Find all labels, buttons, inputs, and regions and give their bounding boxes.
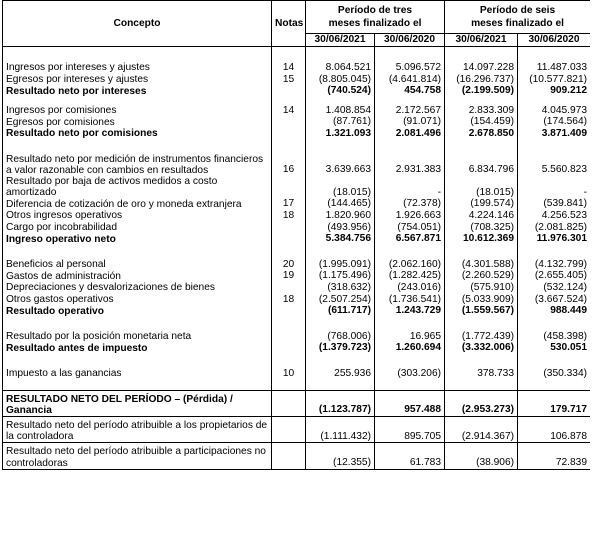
row-value: 378.733 [445, 368, 518, 380]
row-note [272, 116, 306, 128]
net-result-label: RESULTADO NETO DEL PERÍODO – (Pérdida) / Ganancia [3, 390, 272, 416]
row-note [272, 416, 306, 442]
row-value: (5.033.909) [445, 294, 518, 306]
row-value: (72.378) [375, 198, 445, 210]
net-result-value: (2.953.273) [445, 390, 518, 416]
row-value: 1.260.694 [375, 342, 445, 354]
row-value: (18.015) [445, 176, 518, 198]
row-value: 6.834.796 [445, 154, 518, 176]
row-value: 2.081.496 [375, 128, 445, 140]
attributable-label: Resultado neto del período atribuible a participaciones no controladoras [3, 443, 272, 469]
header-six-months: Período de seis meses finalizado el [445, 1, 590, 34]
row-label: Resultado por baja de activos medidos a costo amortizado [3, 176, 272, 198]
row-note [272, 128, 306, 140]
statement-row [3, 62, 591, 74]
row-note: 15 [272, 74, 306, 86]
income-statement [2, 0, 590, 548]
spacer-row [3, 97, 591, 105]
row-value: (91.071) [375, 116, 445, 128]
row-note [272, 85, 306, 97]
row-value: 255.936 [306, 368, 375, 380]
row-label: Cargo por incobrabilidad [3, 222, 272, 234]
statement-row [3, 210, 591, 222]
row-note [272, 331, 306, 343]
row-value: 2.172.567 [375, 105, 445, 117]
row-value: (1.736.541) [375, 294, 445, 306]
statement-row [3, 74, 591, 86]
row-value: 5.096.572 [375, 62, 445, 74]
statement-row [3, 305, 591, 317]
row-value: (2.507.254) [306, 294, 375, 306]
row-value: (87.761) [306, 116, 375, 128]
net-result-value: (1.123.787) [306, 390, 375, 416]
row-value: 11.487.033 [518, 62, 590, 74]
row-value: 530.051 [518, 342, 590, 354]
row-value: (754.051) [375, 222, 445, 234]
spacer-row [3, 47, 591, 63]
row-label: Ingresos por comisiones [3, 105, 272, 117]
row-value: 11.976.301 [518, 233, 590, 245]
statement-row [3, 282, 591, 294]
row-value: 4.256.523 [518, 210, 590, 222]
row-value: (16.296.737) [445, 74, 518, 86]
row-label: Impuesto a las ganancias [3, 368, 272, 380]
row-value: - [518, 176, 590, 198]
row-value: 1.926.663 [375, 210, 445, 222]
header-concept: Concepto [3, 1, 272, 47]
statement-row [3, 270, 591, 282]
row-value: (611.717) [306, 305, 375, 317]
statement-row [3, 331, 591, 343]
row-value: (199.574) [445, 198, 518, 210]
statement-row [3, 176, 591, 198]
spacer-row [3, 245, 591, 259]
row-value: (154.459) [445, 116, 518, 128]
attributable-value: 61.783 [375, 443, 445, 469]
attributable-value: 72.839 [518, 443, 590, 469]
row-value: (144.465) [306, 198, 375, 210]
row-value: (575.910) [445, 282, 518, 294]
statement-row [3, 368, 591, 380]
row-note: 14 [272, 105, 306, 117]
row-value: 2.931.383 [375, 154, 445, 176]
row-note [272, 443, 306, 469]
row-value: (10.577.821) [518, 74, 590, 86]
row-value: (4.301.588) [445, 259, 518, 271]
row-value: (18.015) [306, 176, 375, 198]
row-value: (1.995.091) [306, 259, 375, 271]
row-note [272, 233, 306, 245]
row-value: (2.081.825) [518, 222, 590, 234]
statement-row [3, 128, 591, 140]
row-value: 3.871.409 [518, 128, 590, 140]
net-result-row [3, 390, 591, 416]
spacer-row [3, 140, 591, 154]
income-statement-table [2, 0, 590, 470]
statement-row [3, 294, 591, 306]
row-value: (2.062.160) [375, 259, 445, 271]
row-value: 8.064.521 [306, 62, 375, 74]
header-date: 30/06/2020 [375, 34, 445, 47]
row-value: (8.805.045) [306, 74, 375, 86]
row-value: (243.016) [375, 282, 445, 294]
row-label: Diferencia de cotización de oro y moneda extranjera [3, 198, 272, 210]
row-value: (4.641.814) [375, 74, 445, 86]
attributable-value: 106.878 [518, 416, 590, 442]
spacer-row [3, 317, 591, 331]
row-value: 5.560.823 [518, 154, 590, 176]
row-value: 14.097.228 [445, 62, 518, 74]
row-value: 5.384.756 [306, 233, 375, 245]
row-note: 19 [272, 270, 306, 282]
row-note [272, 222, 306, 234]
row-note [272, 305, 306, 317]
row-value: 3.639.663 [306, 154, 375, 176]
row-value: (4.132.799) [518, 259, 590, 271]
row-label: Ingresos por intereses y ajustes [3, 62, 272, 74]
row-value: (1.772.439) [445, 331, 518, 343]
row-label: Beneficios al personal [3, 259, 272, 271]
row-note: 16 [272, 154, 306, 176]
row-value: (2.655.405) [518, 270, 590, 282]
row-note: 18 [272, 210, 306, 222]
row-value: (2.260.529) [445, 270, 518, 282]
row-value: (532.124) [518, 282, 590, 294]
statement-row [3, 154, 591, 176]
row-value: - [375, 176, 445, 198]
statement-row [3, 233, 591, 245]
net-result-value: 179.717 [518, 390, 590, 416]
net-result-value: 957.488 [375, 390, 445, 416]
row-label: Resultado neto por intereses [3, 85, 272, 97]
header-date: 30/06/2020 [518, 34, 590, 47]
row-value: (1.175.496) [306, 270, 375, 282]
row-value: (174.564) [518, 116, 590, 128]
statement-row [3, 116, 591, 128]
row-note [272, 390, 306, 416]
attributable-label: Resultado neto del período atribuible a los propietarios de la controladora [3, 416, 272, 442]
attributable-row [3, 416, 591, 442]
row-value: (740.524) [306, 85, 375, 97]
row-value: 4.045.973 [518, 105, 590, 117]
row-value: (708.325) [445, 222, 518, 234]
row-label: Depreciaciones y desvalorizaciones de bienes [3, 282, 272, 294]
row-label: Gastos de administración [3, 270, 272, 282]
statement-row [3, 342, 591, 354]
header-notes: Notas [272, 1, 306, 47]
attributable-value: (38.906) [445, 443, 518, 469]
attributable-value: 895.705 [375, 416, 445, 442]
row-value: 988.449 [518, 305, 590, 317]
statement-row [3, 259, 591, 271]
row-note: 18 [272, 294, 306, 306]
attributable-value: (1.111.432) [306, 416, 375, 442]
row-value: 2.833.309 [445, 105, 518, 117]
attributable-row [3, 443, 591, 469]
row-note: 14 [272, 62, 306, 74]
row-value: (350.334) [518, 368, 590, 380]
row-value: 10.612.369 [445, 233, 518, 245]
row-value: (539.841) [518, 198, 590, 210]
header-three-months: Período de tres meses finalizado el [306, 1, 445, 34]
row-value: (493.956) [306, 222, 375, 234]
row-value: (3.332.006) [445, 342, 518, 354]
row-value: 909.212 [518, 85, 590, 97]
row-value: (1.379.723) [306, 342, 375, 354]
row-label: Egresos por comisiones [3, 116, 272, 128]
row-value: (3.667.524) [518, 294, 590, 306]
attributable-value: (12.355) [306, 443, 375, 469]
spacer-row [3, 354, 591, 368]
row-label: Otros ingresos operativos [3, 210, 272, 222]
row-value: (1.559.567) [445, 305, 518, 317]
row-label: Resultado por la posición monetaria neta [3, 331, 272, 343]
row-value: 6.567.871 [375, 233, 445, 245]
row-value: (458.398) [518, 331, 590, 343]
row-label: Resultado operativo [3, 305, 272, 317]
attributable-value: (2.914.367) [445, 416, 518, 442]
row-label: Resultado neto por medición de instrumentos financieros a valor razonable con cambios en resultados [3, 154, 272, 176]
statement-row [3, 105, 591, 117]
row-note: 20 [272, 259, 306, 271]
statement-row [3, 85, 591, 97]
row-value: (2.199.509) [445, 85, 518, 97]
row-value: (303.206) [375, 368, 445, 380]
row-label: Ingreso operativo neto [3, 233, 272, 245]
row-value: 16.965 [375, 331, 445, 343]
row-note [272, 342, 306, 354]
row-value: 454.758 [375, 85, 445, 97]
row-note: 10 [272, 368, 306, 380]
statement-row [3, 198, 591, 210]
header-date: 30/06/2021 [306, 34, 375, 47]
row-note: 17 [272, 198, 306, 210]
spacer-row [3, 380, 591, 391]
row-value: 2.678.850 [445, 128, 518, 140]
row-value: 1.820.960 [306, 210, 375, 222]
statement-body [3, 47, 591, 470]
row-note [272, 282, 306, 294]
row-label: Otros gastos operativos [3, 294, 272, 306]
row-value: (768.006) [306, 331, 375, 343]
row-value: 4.224.146 [445, 210, 518, 222]
row-label: Resultado antes de impuesto [3, 342, 272, 354]
header-date: 30/06/2021 [445, 34, 518, 47]
row-value: 1.243.729 [375, 305, 445, 317]
statement-row [3, 222, 591, 234]
row-label: Egresos por intereses y ajustes [3, 74, 272, 86]
row-value: (318.632) [306, 282, 375, 294]
row-note [272, 176, 306, 198]
row-value: 1.408.854 [306, 105, 375, 117]
row-value: 1.321.093 [306, 128, 375, 140]
row-value: (1.282.425) [375, 270, 445, 282]
row-label: Resultado neto por comisiones [3, 128, 272, 140]
